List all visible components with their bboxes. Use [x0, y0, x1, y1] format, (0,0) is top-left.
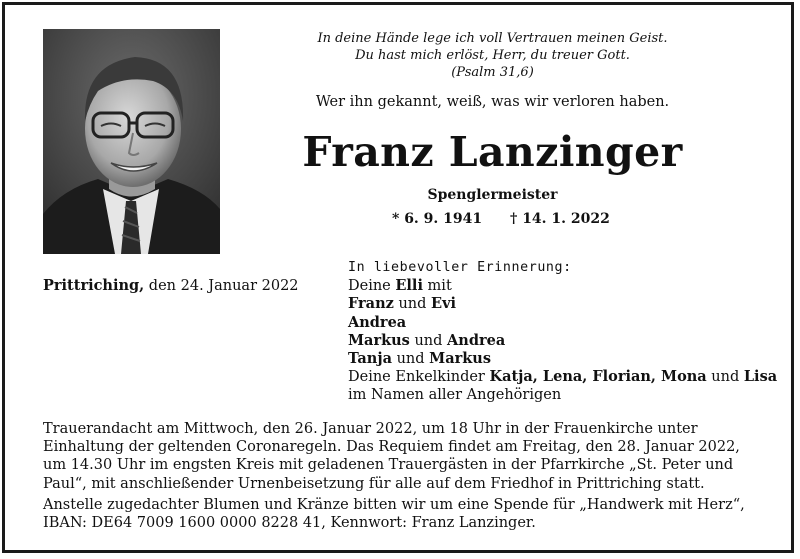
- donation-request: Anstelle zugedachter Blumen und Kränze bitten wir um eine Spende für „Handwerk mit Herz“, IBAN: DE64 7009 1600 0000 8228 41, Kennwort: Franz Lanzinger.: [43, 496, 745, 532]
- notice-date: den 24. Januar 2022: [144, 278, 299, 294]
- family-line-3: [348, 314, 778, 332]
- family-member-name: Franz: [348, 295, 394, 313]
- service-notice: [43, 420, 763, 535]
- family-line-7: im Namen aller Angehörigen: [348, 387, 562, 404]
- birth-date: * 6. 9. 1941: [392, 211, 483, 227]
- family-text: und: [706, 369, 744, 386]
- verse-source: (Psalm 31,6): [451, 65, 534, 80]
- deceased-name: Franz Lanzinger: [302, 128, 683, 176]
- bible-verse: [300, 30, 685, 81]
- portrait-image: [43, 29, 220, 254]
- deceased-profession: Spenglermeister: [427, 187, 558, 203]
- family-member-name: Elli: [395, 277, 423, 295]
- place-and-date: [43, 277, 299, 294]
- family-line-4: [348, 332, 778, 350]
- intro-line: Wer ihn gekannt, weiß, was wir verloren haben.: [315, 94, 670, 110]
- family-block: [348, 259, 778, 405]
- family-line-2: [348, 295, 778, 313]
- family-member-name: Evi: [431, 295, 457, 313]
- family-member-name: Markus: [348, 331, 410, 349]
- verse-line-2: Du hast mich erlöst, Herr, du treuer Gott.: [355, 48, 630, 63]
- memory-heading: In liebevoller Erinnerung:: [348, 260, 572, 275]
- family-text: und: [391, 351, 430, 368]
- service-details: Trauerandacht am Mittwoch, den 26. Januar 2022, um 18 Uhr in der Frauenkirche unter Einhaltung der geltenden Coronaregeln. Das Requiem findet am Freitag, den 28. Januar 2022, um 14.30 Uhr im engsten Kreis mit geladenen Trauergästen in der Pfarrkirche „St. Peter und Paul“, mit anschließender Urnenbeisetzung für alle auf dem Friedhof in Prittriching statt.: [43, 421, 740, 492]
- family-line-5: [348, 350, 778, 368]
- life-dates: [340, 211, 645, 231]
- family-text: mit: [422, 278, 452, 295]
- portrait-photo: [43, 29, 220, 254]
- family-line-1: [348, 277, 778, 295]
- grandchildren-names: Katja, Lena, Florian, Mona: [489, 368, 707, 386]
- place-name: Prittriching,: [43, 277, 145, 294]
- family-member-name: Tanja: [348, 350, 392, 368]
- family-member-name: Lisa: [743, 368, 778, 386]
- death-date: † 14. 1. 2022: [510, 211, 610, 227]
- family-member-name: Andrea: [348, 313, 407, 331]
- family-member-name: Markus: [429, 350, 492, 368]
- family-text: und: [409, 332, 448, 349]
- family-line-6: [348, 368, 778, 386]
- family-text: und: [393, 296, 432, 313]
- family-text: Deine: [348, 278, 396, 295]
- family-text: Deine Enkelkinder: [348, 369, 490, 386]
- family-member-name: Andrea: [447, 331, 506, 349]
- verse-line-1: In deine Hände lege ich voll Vertrauen meinen Geist.: [317, 31, 668, 46]
